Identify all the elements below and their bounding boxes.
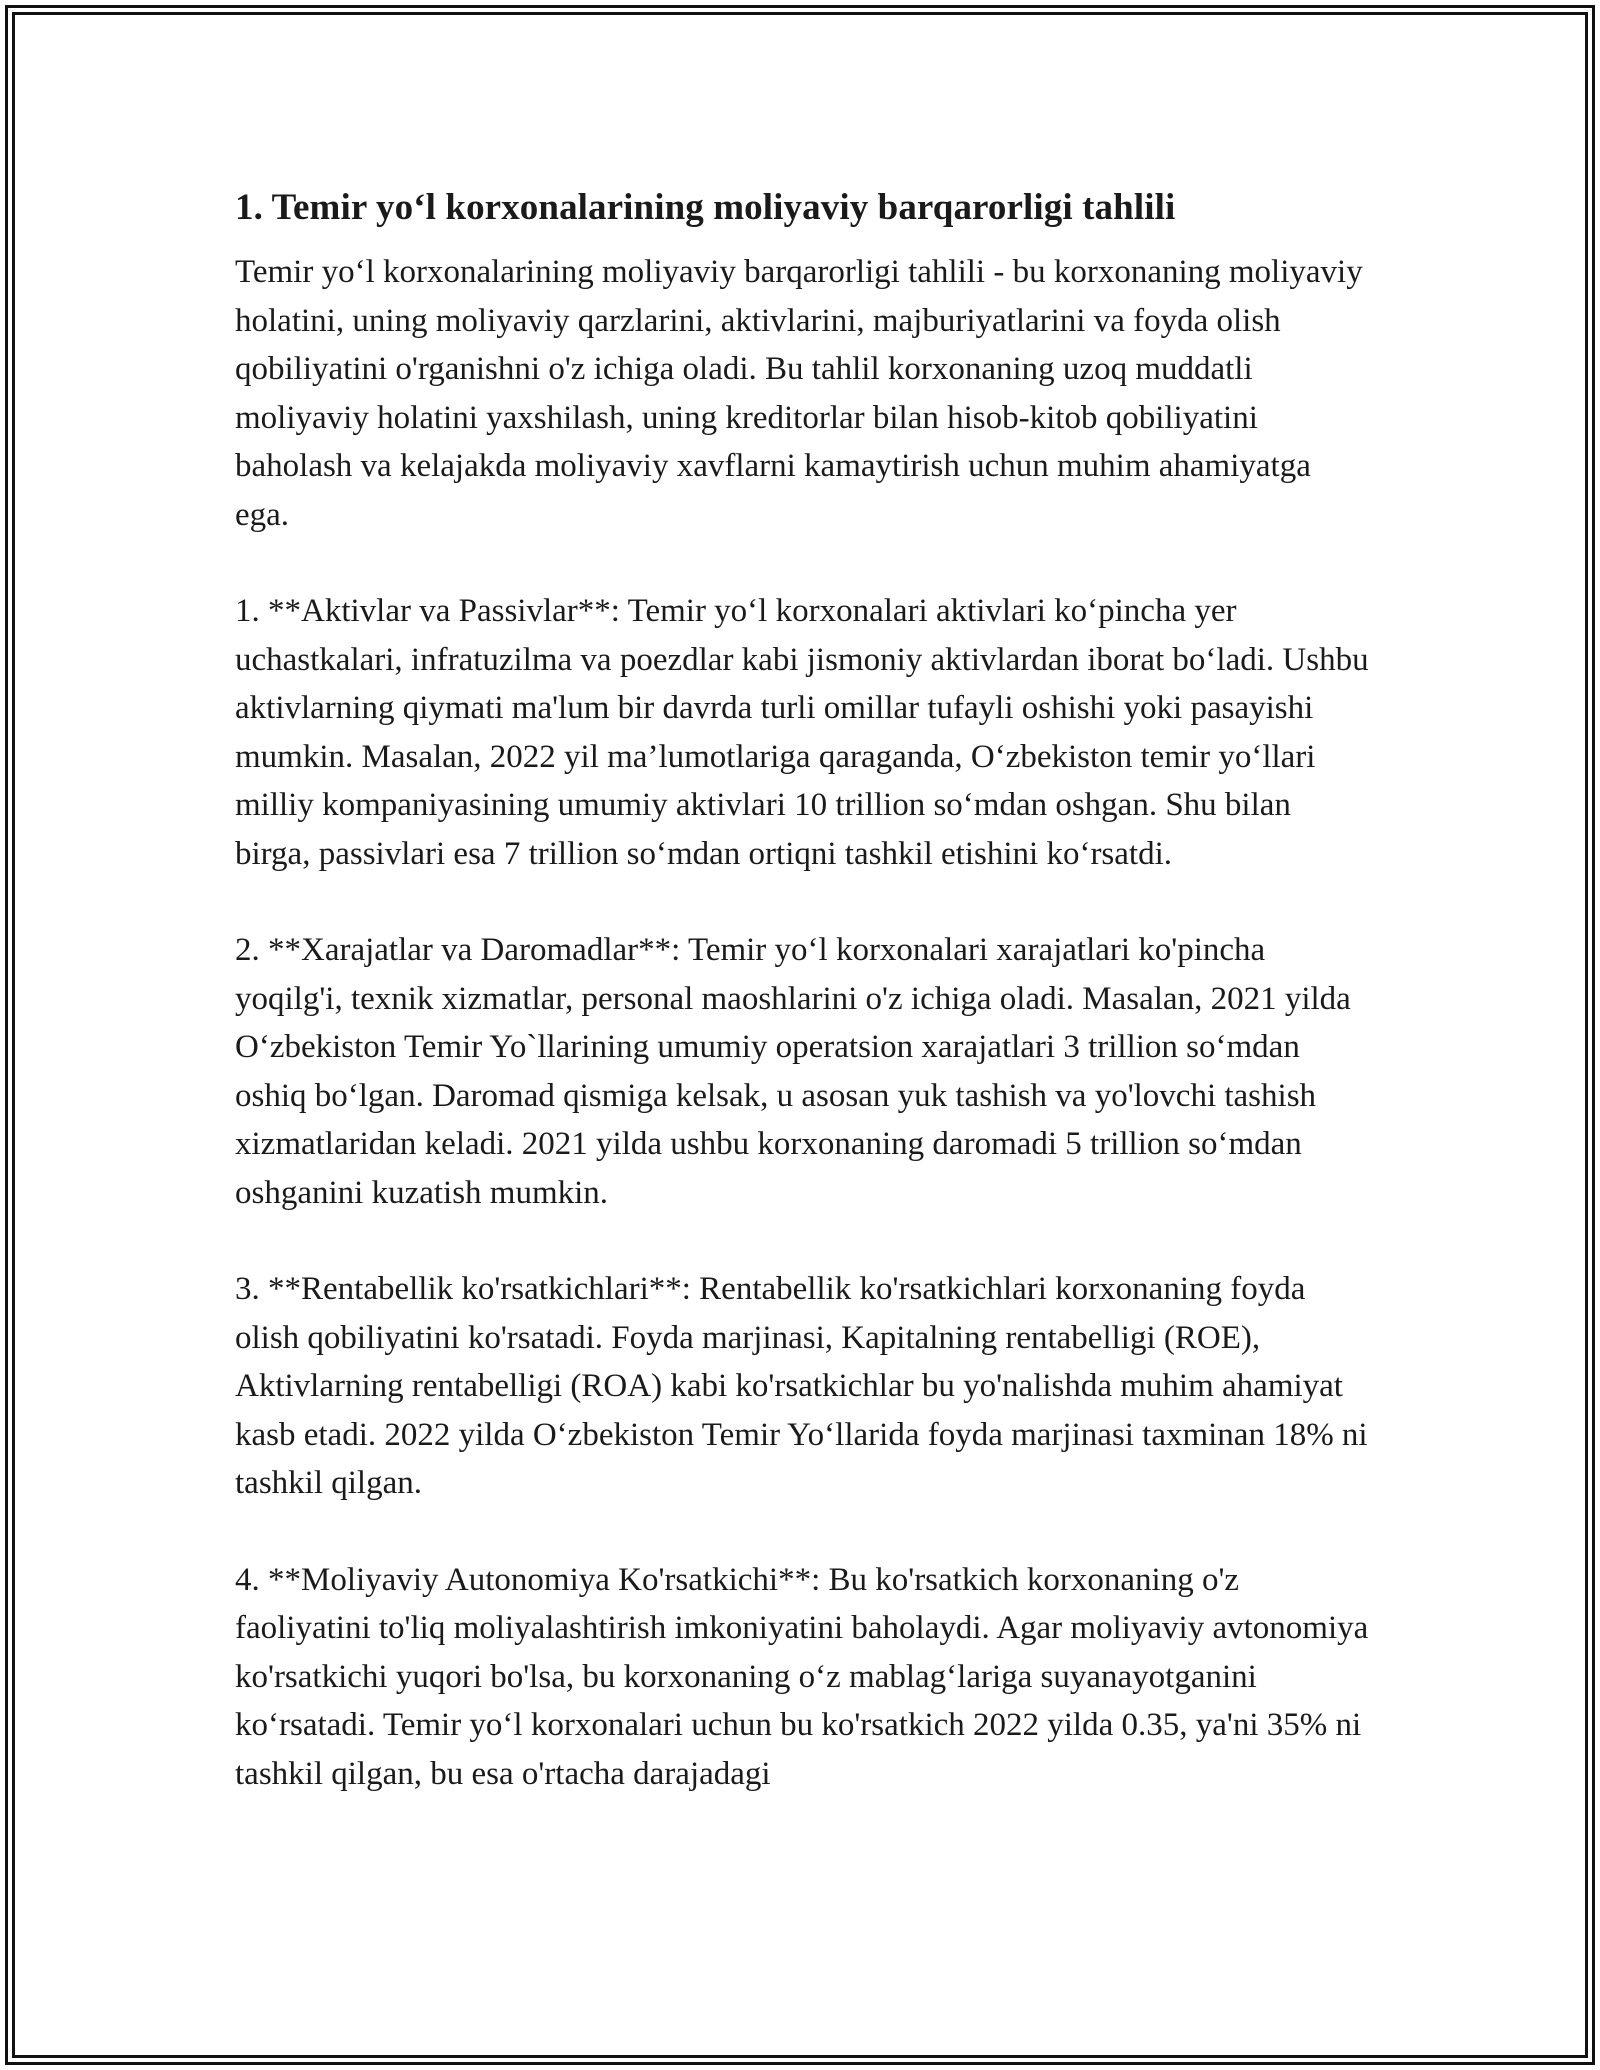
paragraph-financial-autonomy: 4. **Moliyaviy Autonomiya Ko'rsatkichi**: Bu ko'rsatkich korxonaning o'z faoliyatini to'liq moliyalashtirish imkoniyatini baholaydi. Agar moliyaviy avtonomiya ko'rsatkichi yuqori bo'lsa, bu korxonaning o‘z mablag‘lariga suyanayotganini ko‘rsatadi. Temir yo‘l korxonalari uchun bu ko'rsatkich 2022 yilda 0.35, ya'ni 35% ni tashkil qilgan, bu esa o'rtacha darajadagi <box>235 1561 1369 1792</box>
document-body <box>235 186 1375 1798</box>
intro-paragraph: Temir yo‘l korxonalarining moliyaviy barqarorligi tahlili - bu korxonaning moliyaviy holatini, uning moliyaviy qarzlarini, aktivlarini, majburiyatlarini va foyda olish qobiliyatini o'rganishni o'z ichiga oladi. Bu tahlil korxonaning uzoq muddatli moliyaviy holatini yaxshilash, uning kreditorlar bilan hisob-kitob qobiliyatini baholash va kelajakda moliyaviy xavflarni kamaytirish uchun muhim ahamiyatga ega. <box>235 254 1363 533</box>
paragraph-assets-liabilities: 1. **Aktivlar va Passivlar**: Temir yo‘l korxonalari aktivlari ko‘pincha yer uchastkalari, infratuzilma va poezdlar kabi jismoniy aktivlardan iborat bo‘ladi. Ushbu aktivlarning qiymati ma'lum bir davrda turli omillar tufayli oshishi yoki pasayishi mumkin. Masalan, 2022 yil ma’lumotlariga qaraganda, O‘zbekiston temir yo‘llari milliy kompaniyasining umumiy aktivlari 10 trillion so‘mdan oshgan. Shu bilan birga, passivlari esa 7 trillion so‘mdan ortiqni tashkil etishini ko‘rsatdi. <box>235 593 1369 872</box>
paragraph-expenses-revenues: 2. **Xarajatlar va Daromadlar**: Temir yo‘l korxonalari xarajatlari ko'pincha yoqilg'i, texnik xizmatlar, personal maoshlarini o'z ichiga oladi. Masalan, 2021 yilda O‘zbekiston Temir Yo`llarining umumiy operatsion xarajatlari 3 trillion so‘mdan oshiq bo‘lgan. Daromad qismiga kelsak, u asosan yuk tashish va yo'lovchi tashish xizmatlaridan keladi. 2021 yilda ushbu korxonaning daromadi 5 trillion so‘mdan oshganini kuzatish mumkin. <box>235 932 1351 1211</box>
paragraph-profitability: 3. **Rentabellik ko'rsatkichlari**: Rentabellik ko'rsatkichlari korxonaning foyda olish qobiliyatini ko'rsatadi. Foyda marjinasi, Kapitalning rentabelligi (ROE), Aktivlarning rentabelligi (ROA) kabi ko'rsatkichlar bu yo'nalishda muhim ahamiyat kasb etadi. 2022 yilda O‘zbekiston Temir Yo‘llarida foyda marjinasi taxminan 18% ni tashkil qilgan. <box>235 1271 1368 1501</box>
document-title: 1. Temir yo‘l korxonalarining moliyaviy barqarorligi tahlili <box>235 187 1176 228</box>
